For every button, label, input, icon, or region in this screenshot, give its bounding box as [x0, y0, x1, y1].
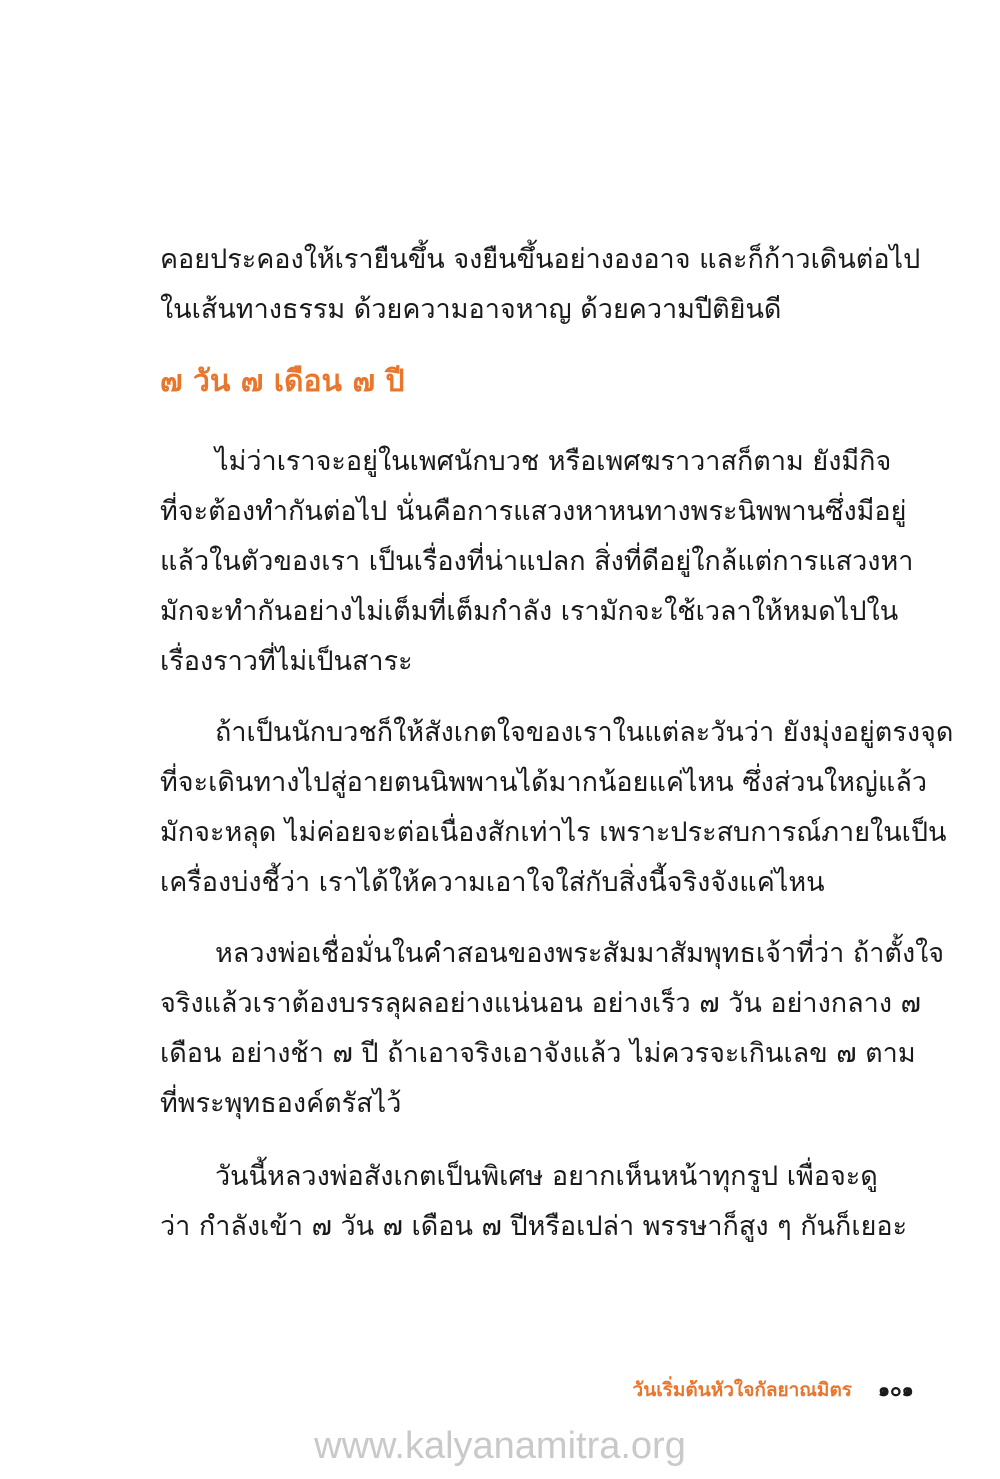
paragraph-line: เรื่องราวที่ไม่เป็นสาระ	[160, 646, 413, 677]
watermark: www.kalyanamitra.org	[314, 1425, 686, 1467]
paragraph-line: วันนี้หลวงพ่อสังเกตเป็นพิเศษ อยากเห็นหน้าทุกรูป เพื่อจะดู	[215, 1161, 878, 1192]
paragraph-line: จริงแล้วเราต้องบรรลุผลอย่างแน่นอน อย่างเร็ว ๗ วัน อย่างกลาง ๗	[160, 988, 921, 1019]
paragraph-line: เครื่องบ่งชี้ว่า เราได้ให้ความเอาใจใส่กับสิ่งนี้จริงจังแค่ไหน	[160, 867, 825, 898]
paragraph-line: ไม่ว่าเราจะอยู่ในเพศนักบวช หรือเพศฆราวาสก็ตาม ยังมีกิจ	[215, 446, 892, 477]
running-footer-title: วันเริ่มต้นหัวใจกัลยาณมิตร	[632, 1379, 852, 1401]
paragraph-line: ที่จะต้องทำกันต่อไป นั่นคือการแสวงหาหนทางพระนิพพานซึ่งมีอยู่	[160, 496, 907, 527]
page-number: ๑๐๑	[878, 1379, 914, 1401]
paragraph-line: มักจะทำกันอย่างไม่เต็มที่เต็มกำลัง เรามักจะใช้เวลาให้หมดไปใน	[160, 596, 899, 627]
paragraph-line: ถ้าเป็นนักบวชก็ให้สังเกตใจของเราในแต่ละวันว่า ยังมุ่งอยู่ตรงจุด	[215, 717, 954, 748]
intro-line: คอยประคองให้เรายืนขึ้น จงยืนขึ้นอย่างองอาจ และก็ก้าวเดินต่อไป	[160, 244, 921, 275]
paragraph-line: ที่พระพุทธองค์ตรัสไว้	[160, 1088, 402, 1119]
paragraph-line: หลวงพ่อเชื่อมั่นในคำสอนของพระสัมมาสัมพุทธเจ้าที่ว่า ถ้าตั้งใจ	[215, 938, 945, 969]
intro-line: ในเส้นทางธรรม ด้วยความอาจหาญ ด้วยความปีติยินดี	[160, 294, 782, 325]
paragraph-line: แล้วในตัวของเรา เป็นเรื่องที่น่าแปลก สิ่งที่ดีอยู่ใกล้แต่การแสวงหา	[160, 546, 914, 577]
paragraph-line: มักจะหลุด ไม่ค่อยจะต่อเนื่องสักเท่าไร เพราะประสบการณ์ภายในเป็น	[160, 817, 947, 848]
paragraph-line: เดือน อย่างช้า ๗ ปี ถ้าเอาจริงเอาจังแล้ว ไม่ควรจะเกินเลข ๗ ตาม	[160, 1038, 916, 1069]
paragraph-line: ว่า กำลังเข้า ๗ วัน ๗ เดือน ๗ ปีหรือเปล่า พรรษาก็สูง ๆ กันก็เยอะ	[160, 1211, 908, 1242]
paragraph-line: ที่จะเดินทางไปสู่อายตนนิพพานได้มากน้อยแค่ไหน ซึ่งส่วนใหญ่แล้ว	[160, 767, 928, 798]
section-heading: ๗ วัน ๗ เดือน ๗ ปี	[160, 364, 405, 399]
